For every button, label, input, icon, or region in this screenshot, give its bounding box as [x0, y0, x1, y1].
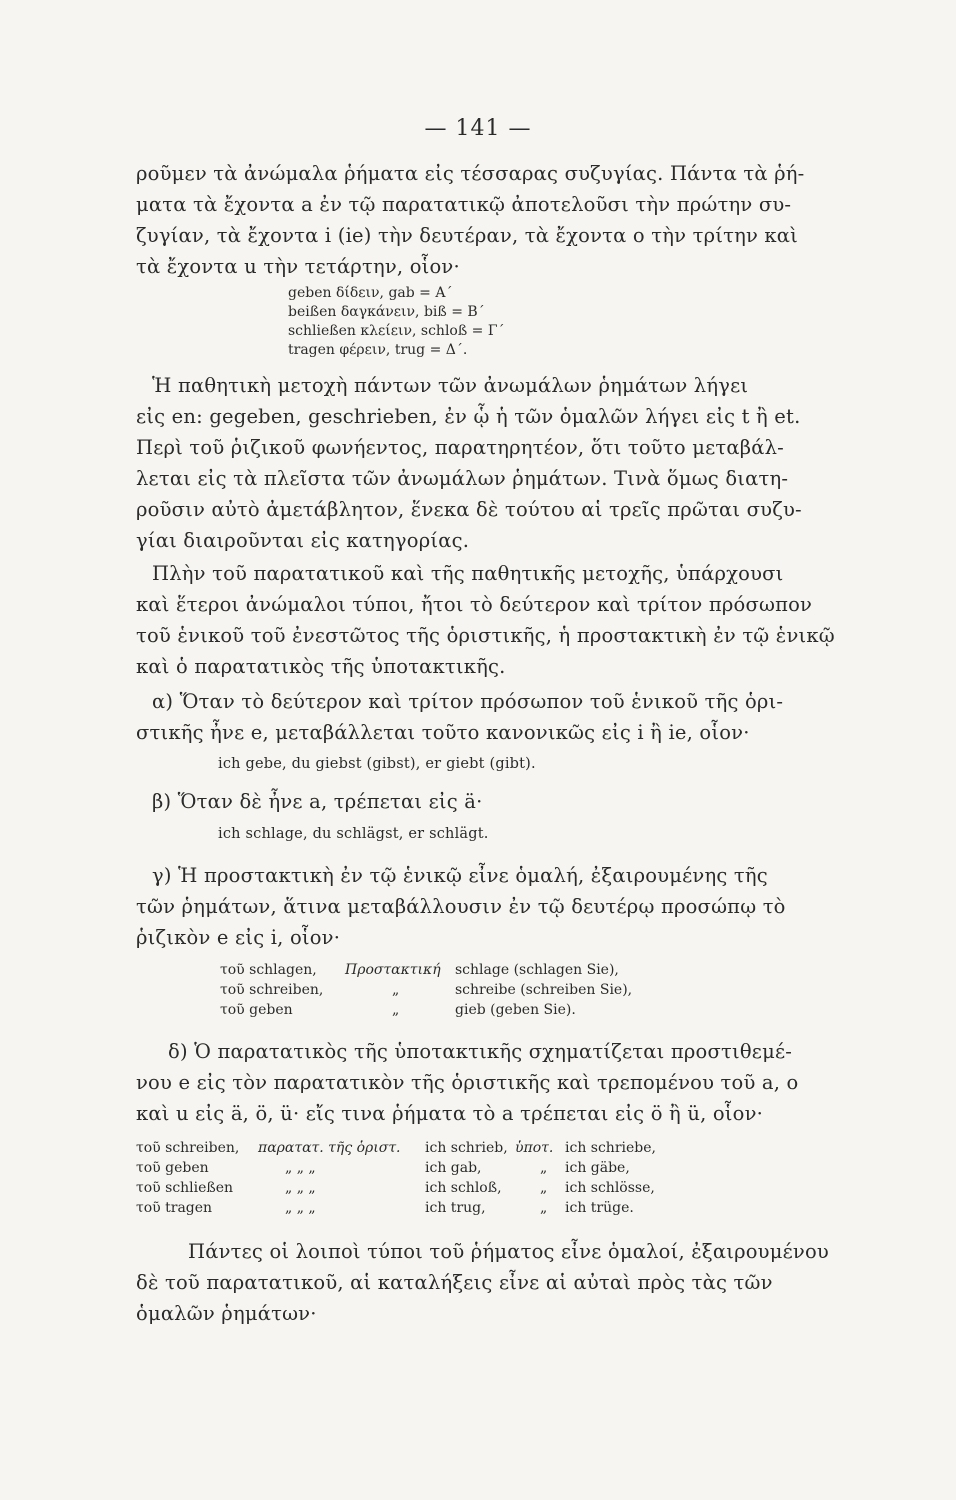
- table-cell: τοῦ schlagen,: [220, 962, 317, 978]
- text-line: δὲ τοῦ παρατατικοῦ, αἱ καταλήξεις εἶνε αἱ αὐταὶ πρὸς τὰς τῶν: [136, 1271, 773, 1294]
- text-line: ζυγίαν, τὰ ἔχοντα i (ie) τὴν δευτέραν, τὰ ἔχοντα o τὴν τρίτην καὶ: [136, 224, 799, 247]
- table-cell: τοῦ schreiben,: [136, 1140, 240, 1156]
- table-cell: τοῦ geben: [136, 1160, 209, 1176]
- table-cell: τοῦ schließen: [136, 1180, 234, 1196]
- text-line: ματα τὰ ἔχοντα a ἐν τῷ παρατατικῷ ἀποτελοῦσι τὴν πρώτην συ-: [136, 193, 792, 216]
- table-cell: ich trug,: [425, 1200, 486, 1216]
- table-cell: ich schrieb,: [425, 1140, 508, 1156]
- text-line: ῥιζικὸν e εἰς i, οἷον·: [136, 926, 341, 949]
- text-line: καὶ ἕτεροι ἀνώμαλοι τύποι, ἤτοι τὸ δεύτερον καὶ τρίτον πρόσωπον: [136, 593, 813, 616]
- text-line: α) Ὅταν τὸ δεύτερον καὶ τρίτον πρόσωπον τοῦ ἑνικοῦ τῆς ὁρι-: [152, 690, 784, 713]
- example-line: ich schlage, du schlägst, er schlägt.: [218, 826, 489, 842]
- table-cell: ich schloß,: [425, 1180, 502, 1196]
- table-cell: „ „ „: [285, 1180, 316, 1196]
- text-line: Ἡ παθητικὴ μετοχὴ πάντων τῶν ἀνωμάλων ῥημάτων λήγει: [152, 374, 749, 397]
- table-cell: τοῦ schreiben,: [220, 982, 324, 998]
- table-cell: τοῦ geben: [220, 1002, 293, 1018]
- text-line: καὶ ὁ παρατατικὸς τῆς ὑποτακτικῆς.: [136, 655, 506, 678]
- table-cell: „: [392, 1002, 400, 1018]
- table-cell: „ „ „: [285, 1160, 316, 1176]
- table-cell: παρατατ. τῆς ὁριστ.: [258, 1140, 401, 1156]
- table-cell: ich gäbe,: [565, 1160, 630, 1176]
- example-line: schließen κλείειν, schloß = Γ΄: [288, 323, 505, 339]
- text-line: τῶν ῥημάτων, ἅτινα μεταβάλλουσιν ἐν τῷ δευτέρῳ προσώπῳ τὸ: [136, 895, 786, 918]
- text-line: λεται εἰς τὰ πλεῖστα τῶν ἀνωμάλων ῥημάτων. Τινὰ ὅμως διατη-: [136, 467, 789, 490]
- text-line: εἰς en: gegeben, geschrieben, ἐν ᾧ ἡ τῶν ὁμαλῶν λήγει εἰς t ἢ et.: [136, 405, 801, 428]
- text-line: γ) Ἡ προστακτικὴ ἐν τῷ ἑνικῷ εἶνε ὁμαλή, ἐξαιρουμένης τῆς: [152, 864, 768, 887]
- table-cell: ich schlösse,: [565, 1180, 655, 1196]
- example-line: beißen δαγκάνειν, biß = Β΄: [288, 304, 485, 320]
- table-cell: ich trüge.: [565, 1200, 634, 1216]
- table-cell: gieb (geben Sie).: [455, 1002, 576, 1018]
- example-line: tragen φέρειν, trug = Δ΄.: [288, 342, 468, 358]
- text-line: Πάντες οἱ λοιποὶ τύποι τοῦ ῥήματος εἶνε ὁμαλοί, ἐξαιρουμένου: [188, 1240, 829, 1263]
- text-line: στικῆς ἦνε e, μεταβάλλεται τοῦτο κανονικῶς εἰς i ἢ ie, οἷον·: [136, 721, 750, 744]
- text-line: δ) Ὁ παρατατικὸς τῆς ὑποτακτικῆς σχηματίζεται προστιθεμέ-: [168, 1040, 793, 1063]
- table-cell: schreibe (schreiben Sie),: [455, 982, 633, 998]
- table-cell: τοῦ tragen: [136, 1200, 213, 1216]
- table-cell: „: [540, 1200, 548, 1216]
- text-line: β) Ὅταν δὲ ἦνε a, τρέπεται εἰς ä·: [152, 790, 483, 813]
- table-cell: „: [540, 1180, 548, 1196]
- text-line: τὰ ἔχοντα u τὴν τετάρτην, οἷον·: [136, 255, 460, 278]
- table-cell: ich gab,: [425, 1160, 482, 1176]
- text-line: γίαι διαιροῦνται εἰς κατηγορίας.: [136, 529, 470, 552]
- example-line: geben δίδειν, gab = Α΄: [288, 285, 453, 301]
- text-line: ροῦσιν αὐτὸ ἀμετάβλητον, ἕνεκα δὲ τούτου αἱ τρεῖς πρῶται συζυ-: [136, 498, 802, 521]
- table-cell: „: [392, 982, 400, 998]
- table-cell: „: [540, 1160, 548, 1176]
- text-line: ροῦμεν τὰ ἀνώμαλα ῥήματα εἰς τέσσαρας συζυγίας. Πάντα τὰ ῥή-: [136, 162, 805, 185]
- table-cell: ich schriebe,: [565, 1140, 656, 1156]
- example-line: ich gebe, du giebst (gibst), er giebt (gibt).: [218, 756, 536, 772]
- text-line: τοῦ ἑνικοῦ τοῦ ἐνεστῶτος τῆς ὁριστικῆς, ἡ προστακτικὴ ἐν τῷ ἑνικῷ: [136, 624, 835, 647]
- text-line: Πλὴν τοῦ παρατατικοῦ καὶ τῆς παθητικῆς μετοχῆς, ὑπάρχουσι: [152, 562, 784, 585]
- page-number: — 141 —: [424, 116, 532, 141]
- table-cell: Προστακτική: [345, 962, 441, 978]
- text-line: καὶ u εἰς ä, ö, ü· εἴς τινα ῥήματα τὸ a τρέπεται εἰς ö ἢ ü, οἷον·: [136, 1102, 764, 1125]
- table-cell: „ „ „: [285, 1200, 316, 1216]
- table-cell: ὑποτ.: [515, 1140, 554, 1156]
- text-line: Περὶ τοῦ ῥιζικοῦ φωνήεντος, παρατηρητέον, ὅτι τοῦτο μεταβάλ-: [136, 436, 784, 459]
- text-line: νου e εἰς τὸν παρατατικὸν τῆς ὁριστικῆς καὶ τρεπομένου τοῦ a, o: [136, 1071, 799, 1094]
- text-line: ὁμαλῶν ῥημάτων·: [136, 1302, 317, 1325]
- table-cell: schlage (schlagen Sie),: [455, 962, 619, 978]
